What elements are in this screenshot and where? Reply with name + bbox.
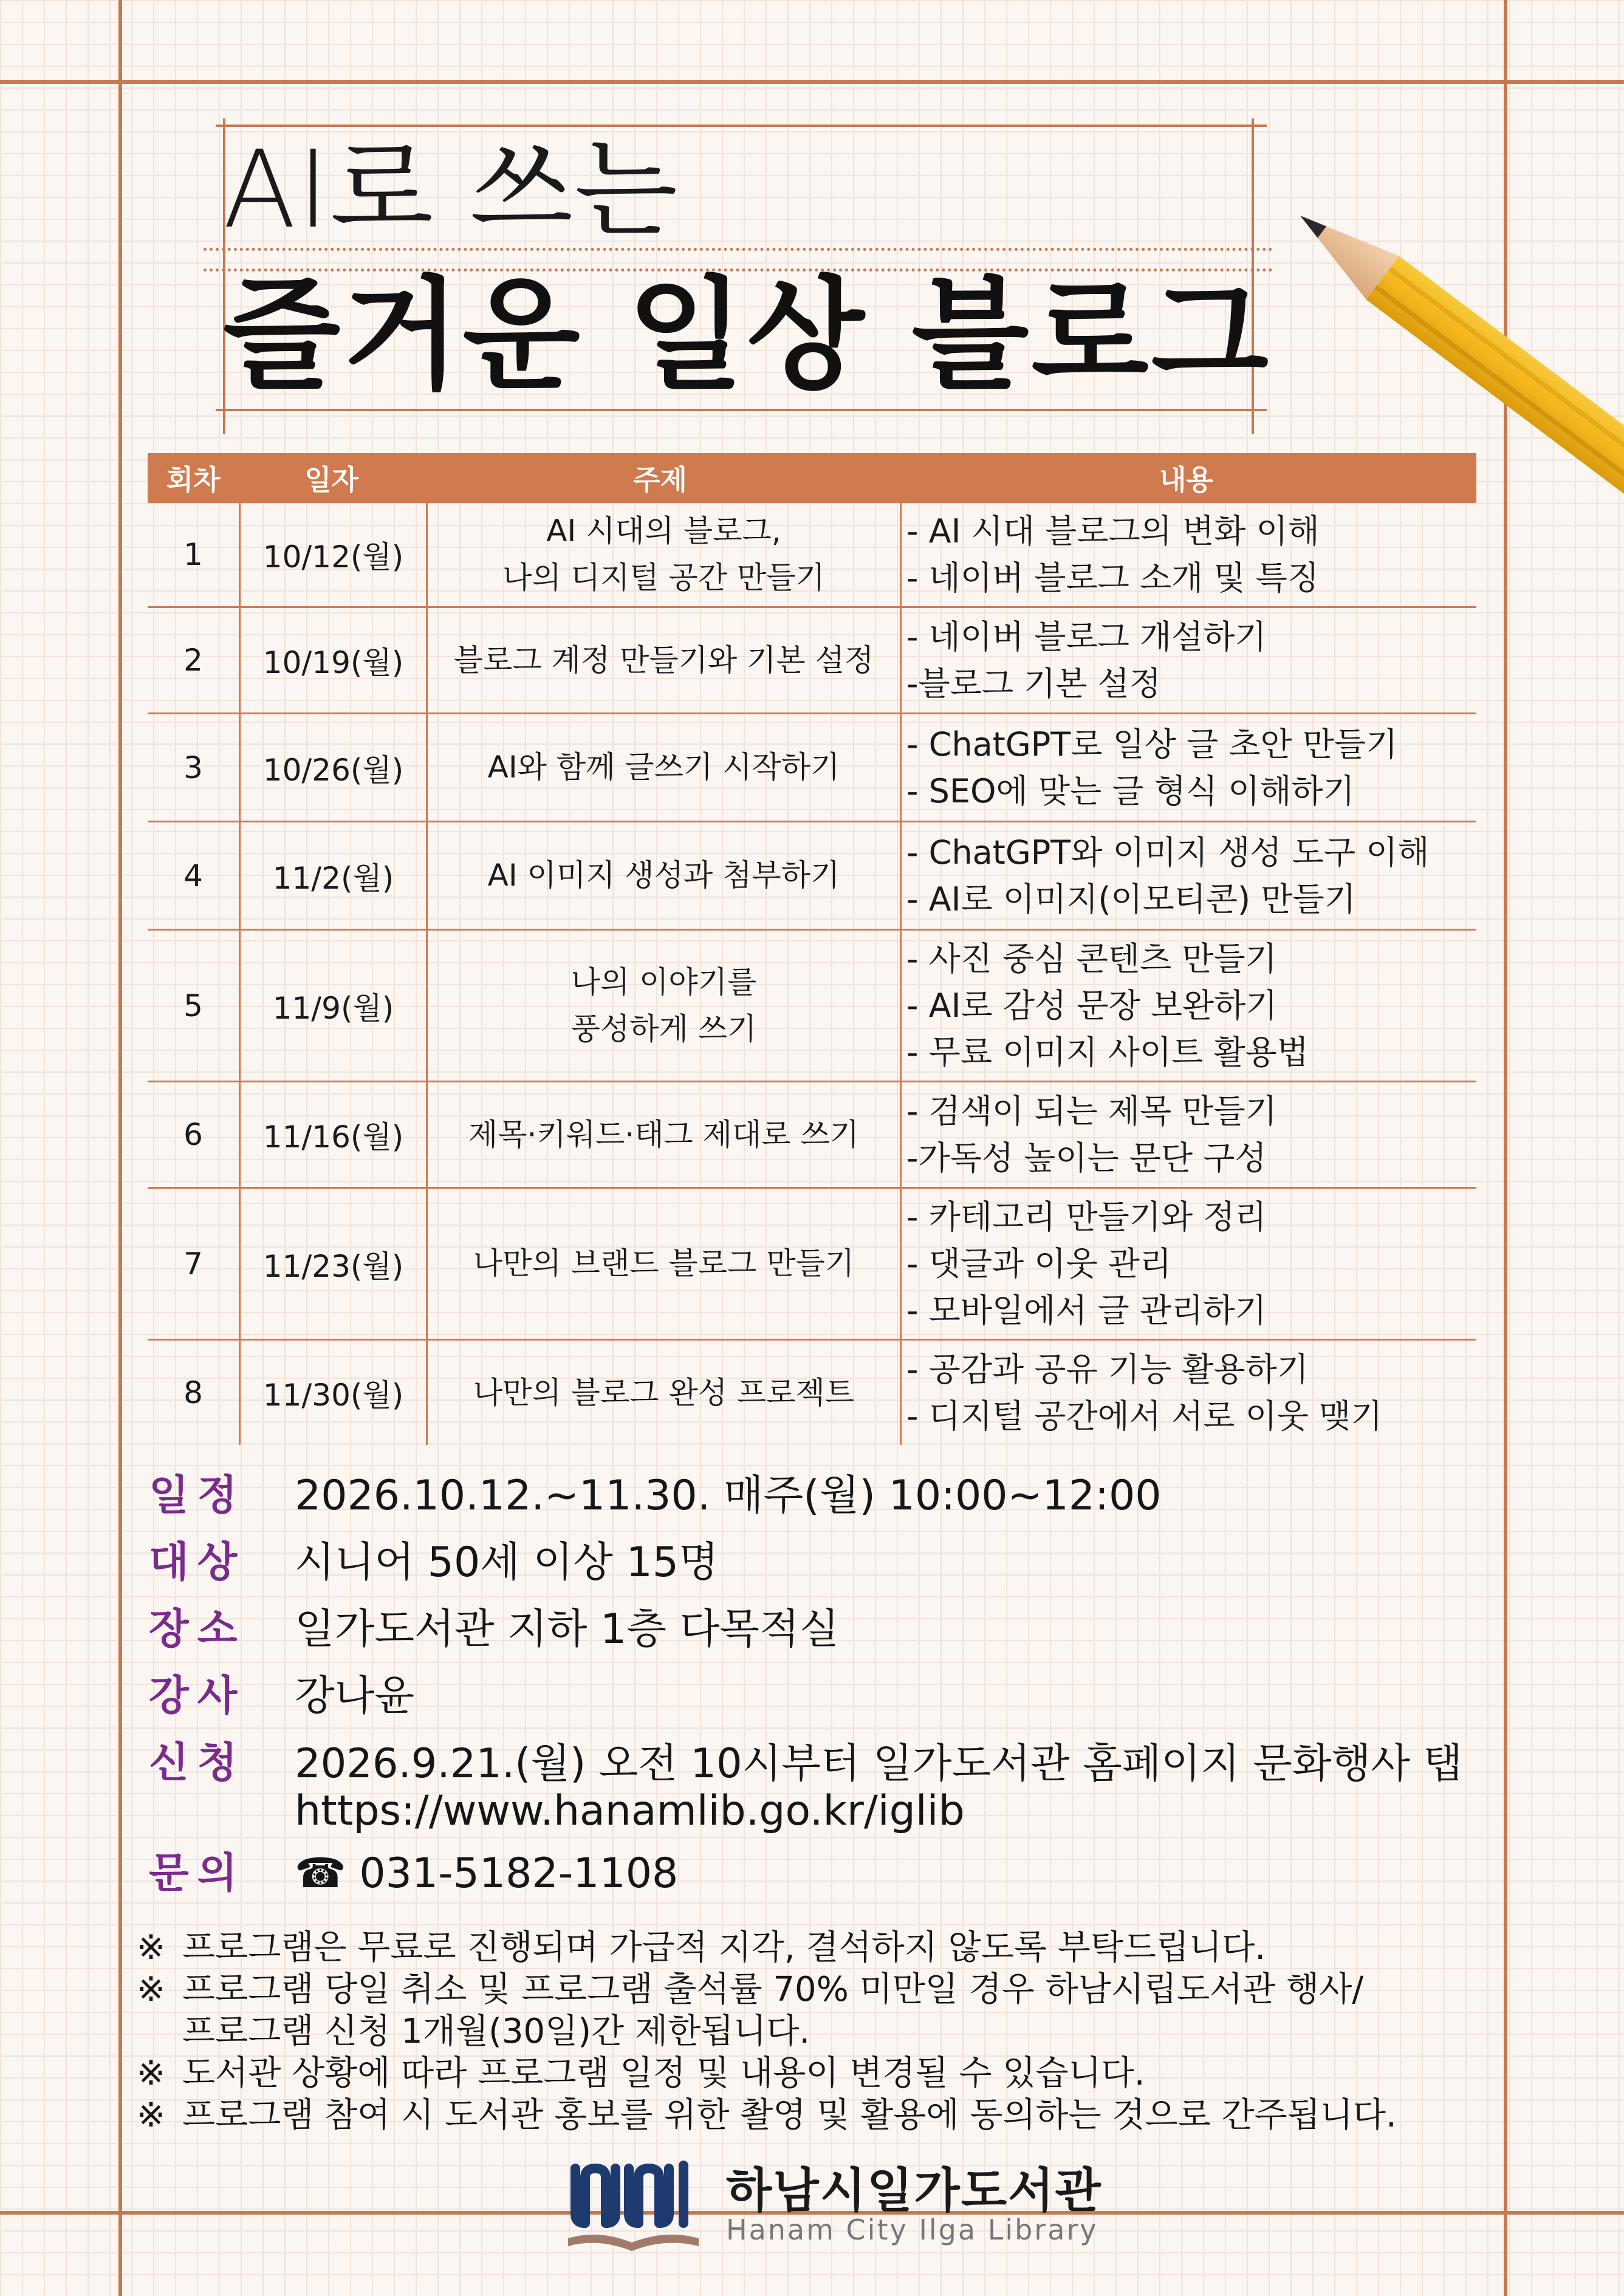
- info-label: 대상: [149, 1539, 246, 1587]
- phone-number: 031-5182-1108: [359, 1850, 679, 1898]
- topic-line: 블로그 계정 만들기와 기본 설정: [453, 642, 874, 678]
- info-label: 문의: [149, 1850, 246, 1898]
- notice-list: [137, 1927, 1504, 2136]
- cell-topic: [426, 1082, 900, 1187]
- cell-topic: [426, 608, 900, 712]
- cell-content: [900, 714, 1476, 821]
- cell-topic: [426, 1341, 900, 1445]
- topic-line: 제목·키워드·태그 제대로 쓰기: [468, 1116, 860, 1152]
- notice-item: [137, 1927, 1504, 1969]
- content-line: - AI로 이미지(이모티콘) 만들기: [906, 880, 1356, 918]
- reference-mark: ※: [137, 2054, 165, 2093]
- content-line: -블로그 기본 설정: [906, 665, 1161, 703]
- info-row-schedule: [149, 1470, 1516, 1522]
- cell-date: 11/9(월): [239, 931, 426, 1081]
- notice-text: 프로그램 신청 1개월(30일)간 제한됩니다.: [182, 2012, 810, 2051]
- info-row-contact: [149, 1848, 1516, 1900]
- table-row: [148, 822, 1476, 931]
- info-value: 일가도서관 지하 1층 다목적실: [295, 1605, 840, 1653]
- header-topic: 주제: [633, 463, 687, 496]
- cell-topic: [426, 503, 900, 606]
- cell-content: [900, 822, 1476, 929]
- header-content: 내용: [1159, 463, 1213, 496]
- table-row: [148, 1082, 1476, 1189]
- cell-date: 11/23(월): [239, 1189, 426, 1339]
- info-label: 일정: [149, 1472, 246, 1520]
- title-line-1: AI로 쓰는: [223, 128, 679, 252]
- info-value: [295, 1848, 678, 1900]
- content-line: - ChatGPT와 이미지 생성 도구 이해: [906, 833, 1430, 872]
- info-row-apply: [149, 1737, 1516, 1833]
- topic-line: 나의 디지털 공간 만들기: [502, 560, 825, 595]
- title-line-2: 즐거운 일상 블로그: [223, 265, 1271, 406]
- cell-session: 8: [183, 1375, 203, 1410]
- cell-topic: [426, 822, 900, 929]
- cell-session: 5: [183, 988, 203, 1023]
- content-line: - ChatGPT로 일상 글 초안 만들기: [906, 725, 1398, 764]
- reference-mark: ※: [137, 2096, 165, 2135]
- cell-date: 11/16(월): [239, 1082, 426, 1187]
- program-info: [149, 1470, 1516, 1915]
- cell-content: [900, 503, 1476, 606]
- info-label: 장소: [149, 1605, 246, 1653]
- info-value: 시니어 50세 이상 15명: [295, 1539, 719, 1587]
- cell-session: 4: [183, 858, 203, 893]
- cell-date: 10/19(월): [239, 608, 426, 712]
- reference-mark: ※: [137, 1928, 165, 1967]
- notice-item: [137, 2052, 1504, 2094]
- cell-session: 2: [183, 643, 203, 678]
- notice-text: 프로그램 당일 취소 및 프로그램 출석률 70% 미만일 경우 하남시립도서관 행사/: [182, 1970, 1364, 2009]
- cell-content: [900, 931, 1476, 1081]
- content-line: - 댓글과 이웃 관리: [906, 1245, 1172, 1283]
- info-row-target: [149, 1537, 1516, 1589]
- cell-date: 10/12(월): [239, 503, 426, 606]
- info-label: 신청: [149, 1739, 246, 1787]
- cell-date: 10/26(월): [239, 714, 426, 821]
- library-name-english: Hanam City Ilga Library: [726, 2213, 1098, 2246]
- cell-topic: [426, 1189, 900, 1339]
- cell-session: 3: [183, 750, 203, 785]
- cell-session: 6: [183, 1117, 203, 1152]
- cell-session: 7: [183, 1246, 203, 1282]
- notice-item: [137, 2094, 1504, 2136]
- topic-line: 나의 이야기를: [570, 964, 757, 1000]
- table-row: [148, 1189, 1476, 1341]
- content-line: - 카테고리 만들기와 정리: [906, 1198, 1267, 1236]
- header-session: 회차: [166, 463, 221, 496]
- info-row-place: [149, 1604, 1516, 1656]
- content-line: - 모바일에서 글 관리하기: [906, 1291, 1267, 1330]
- content-line: - AI 시대 블로그의 변화 이해: [906, 512, 1320, 550]
- topic-line: 나만의 블로그 완성 프로젝트: [473, 1375, 855, 1410]
- info-value: 강나윤: [295, 1672, 415, 1720]
- cell-topic: [426, 714, 900, 821]
- cell-topic: [426, 931, 900, 1081]
- content-line: - 디지털 공간에서 서로 이웃 맺기: [906, 1397, 1383, 1435]
- content-line: - 무료 이미지 사이트 활용법: [906, 1033, 1309, 1071]
- library-logo-icon: [562, 2150, 708, 2260]
- info-row-instructor: [149, 1670, 1516, 1723]
- topic-line: AI 이미지 생성과 첨부하기: [487, 858, 840, 893]
- notice-text: 프로그램은 무료로 진행되며 가급적 지각, 결석하지 않도록 부탁드립니다.: [182, 1928, 1266, 1967]
- topic-line: 풍성하게 쓰기: [570, 1011, 757, 1047]
- content-line: - 네이버 블로그 개설하기: [906, 618, 1267, 656]
- table-row: [148, 714, 1476, 822]
- info-value-group: [295, 1737, 1462, 1833]
- table-row: [148, 608, 1476, 714]
- table-row: [148, 503, 1476, 608]
- topic-line: AI 시대의 블로그,: [546, 513, 781, 548]
- content-line: - 네이버 블로그 소개 및 특징: [906, 559, 1320, 597]
- library-name-korean: 하남시일가도서관: [726, 2164, 1102, 2218]
- table-row: [148, 1341, 1476, 1445]
- topic-line: AI와 함께 글쓰기 시작하기: [487, 750, 840, 785]
- title-border-bottom: [216, 409, 1267, 411]
- notice-item: [137, 1969, 1504, 2052]
- title-border-top: [216, 125, 1267, 127]
- content-line: - 공감과 공유 기능 활용하기: [906, 1350, 1309, 1389]
- reference-mark: ※: [137, 1970, 165, 2009]
- notice-text: 도서관 상황에 따라 프로그램 일정 및 내용이 변경될 수 있습니다.: [182, 2054, 1145, 2093]
- notice-text: 프로그램 참여 시 도서관 홍보를 위한 촬영 및 활용에 동의하는 것으로 간주됩니다.: [182, 2096, 1397, 2135]
- frame-line-top: [0, 80, 1624, 84]
- info-value: 2026.9.21.(월) 오전 10시부터 일가도서관 홈페이지 문화행사 탭: [295, 1740, 1463, 1787]
- cell-content: [900, 1082, 1476, 1187]
- content-line: -가독성 높이는 문단 구성: [906, 1139, 1267, 1177]
- info-label: 강사: [149, 1672, 246, 1720]
- phone-icon: ☎: [295, 1850, 346, 1898]
- table-row: [148, 931, 1476, 1082]
- content-line: - 사진 중심 콘텐츠 만들기: [906, 940, 1277, 978]
- apply-link[interactable]: https://www.hanamlib.go.kr/iglib: [295, 1787, 965, 1835]
- schedule-table: [148, 453, 1476, 1445]
- content-line: - AI로 감성 문장 보완하기: [906, 986, 1278, 1025]
- topic-line: 나만의 브랜드 블로그 만들기: [473, 1246, 855, 1281]
- cell-content: [900, 1189, 1476, 1339]
- cell-session: 1: [183, 537, 203, 572]
- header-date: 일자: [304, 463, 358, 496]
- frame-line-left: [118, 0, 122, 2296]
- info-value: 2026.10.12.~11.30. 매주(월) 10:00~12:00: [295, 1472, 1162, 1520]
- content-line: - 검색이 되는 제목 만들기: [906, 1092, 1277, 1130]
- table-header: [148, 453, 1476, 503]
- cell-date: 11/30(월): [239, 1341, 426, 1445]
- cell-date: 11/2(월): [239, 822, 426, 929]
- library-logo: [562, 2150, 1102, 2260]
- cell-content: [900, 608, 1476, 712]
- cell-content: [900, 1341, 1476, 1445]
- content-line: - SEO에 맞는 글 형식 이해하기: [906, 771, 1355, 810]
- title-block: [197, 125, 1273, 434]
